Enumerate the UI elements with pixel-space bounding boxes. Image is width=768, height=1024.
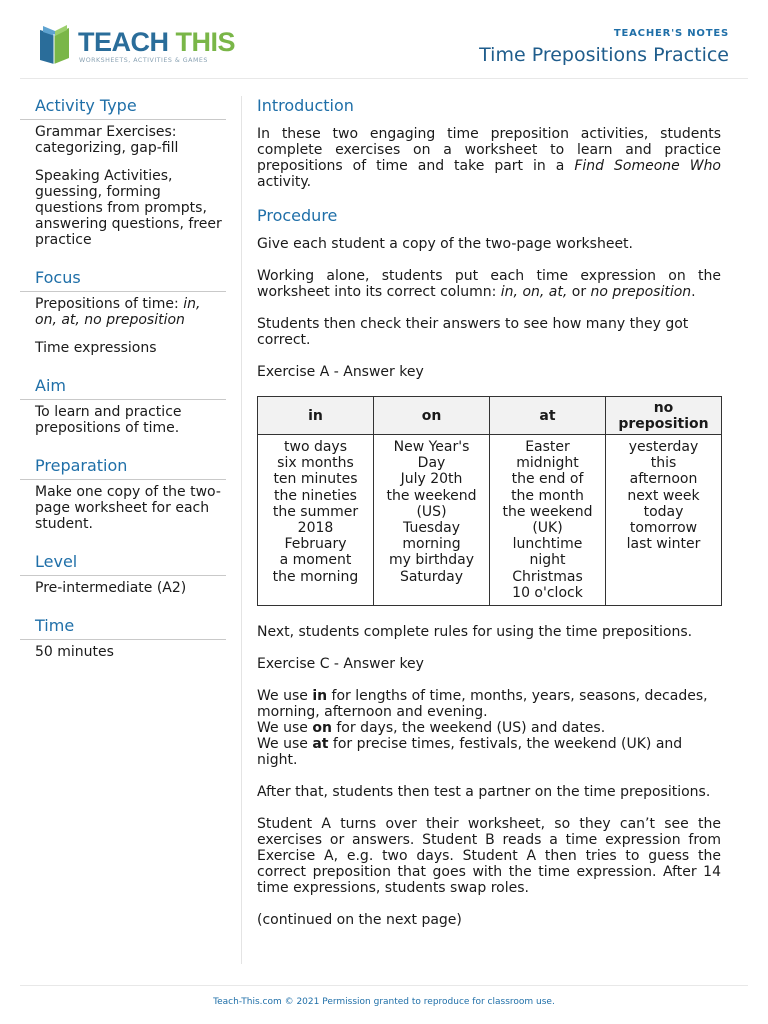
- column-divider: [241, 96, 242, 964]
- introduction-heading: Introduction: [257, 96, 354, 115]
- procedure-heading: Procedure: [257, 206, 338, 225]
- level-heading: Level: [20, 552, 226, 576]
- exercise-c-rules: [257, 688, 721, 768]
- focus-item: Time expressions: [35, 340, 157, 356]
- main-content: [257, 96, 721, 944]
- procedure-step: Working alone, students put each time expression on the worksheet into its correct column: in, on, at, or no preposition.: [257, 268, 721, 300]
- focus-item: Prepositions of time: in, on, at, no preposition: [35, 296, 201, 328]
- level-section: [20, 552, 226, 596]
- time-section: [20, 616, 226, 660]
- logo-wordmark: TEACH THIS: [78, 27, 236, 57]
- focus-heading: Focus: [20, 268, 226, 292]
- exercise-c-label: Exercise C - Answer key: [257, 656, 424, 673]
- activity-type-item: Speaking Activities, guessing, forming questions from prompts, answering questions, freer practice: [35, 168, 222, 248]
- at-column-cell: Easter midnight the end of the month the weekend (UK) lunchtime night Christmas 10 o'clock: [490, 435, 606, 606]
- column-header-on: on: [374, 397, 490, 435]
- procedure-step: Students then check their answers to see how many they got correct.: [257, 316, 689, 348]
- exercise-a-label: Exercise A - Answer key: [257, 364, 424, 380]
- rule-at: We use at for precise times, festivals, the weekend (UK) and night.: [257, 736, 683, 769]
- teachers-notes-label: TEACHER'S NOTES: [613, 28, 729, 39]
- no-preposition-column-cell: yesterday this afternoon next week today tomorrow last winter: [606, 435, 722, 606]
- footer-copyright: Teach-This.com © 2021 Permission granted to reproduce for classroom use.: [213, 997, 555, 1007]
- logo-tagline: WORKSHEETS, ACTIVITIES & GAMES: [79, 57, 208, 64]
- preparation-section: [20, 456, 226, 532]
- sidebar: [20, 96, 226, 680]
- rule-on: We use on for days, the weekend (US) and dates.: [257, 720, 606, 737]
- page-title: Time Prepositions Practice: [479, 44, 729, 66]
- procedure-step: After that, students then test a partner on the time prepositions.: [257, 784, 711, 801]
- focus-section: [20, 268, 226, 356]
- activity-type-section: [20, 96, 226, 248]
- level-text: Pre-intermediate (A2): [35, 580, 187, 596]
- in-column-cell: two days six months ten minutes the nineties the summer 2018 February a moment the morning: [258, 435, 374, 606]
- aim-heading: Aim: [20, 376, 226, 400]
- aim-section: [20, 376, 226, 436]
- column-header-no-preposition: no preposition: [606, 397, 722, 435]
- introduction-text: In these two engaging time preposition activities, students complete exercises on a worksheet to learn and practice prepositions of time and take part in a Find Someone Who activity.: [257, 126, 722, 190]
- book-logo-icon: [36, 24, 72, 66]
- procedure-step: Next, students complete rules for using the time prepositions.: [257, 624, 693, 641]
- header-divider: [20, 78, 748, 79]
- activity-type-heading: Activity Type: [20, 96, 226, 120]
- column-header-in: in: [258, 397, 374, 435]
- rule-in: We use in for lengths of time, months, years, seasons, decades, morning, afternoon and evening.: [257, 688, 708, 721]
- logo: [36, 24, 236, 72]
- preparation-heading: Preparation: [20, 456, 226, 480]
- time-text: 50 minutes: [35, 644, 114, 660]
- preparation-text: Make one copy of the two-page worksheet for each student.: [35, 484, 221, 532]
- answer-key-table: [257, 396, 722, 606]
- continued-note: (continued on the next page): [257, 912, 462, 929]
- activity-type-item: Grammar Exercises: categorizing, gap-fill: [35, 124, 179, 156]
- time-heading: Time: [20, 616, 226, 640]
- column-header-at: at: [490, 397, 606, 435]
- aim-text: To learn and practice prepositions of time.: [35, 404, 182, 436]
- footer-divider: [20, 985, 748, 986]
- procedure-step: Give each student a copy of the two-page worksheet.: [257, 236, 633, 252]
- on-column-cell: New Year's Day July 20th the weekend (US) Tuesday morning my birthday Saturday: [374, 435, 490, 606]
- procedure-step: Student A turns over their worksheet, so they can’t see the exercises or answers. Student B reads a time expression from Exercise A, e.g. two days. Student A then tries to guess the correct preposition that goes with the time expression. After 14 time expressions, students swap roles.: [257, 816, 721, 897]
